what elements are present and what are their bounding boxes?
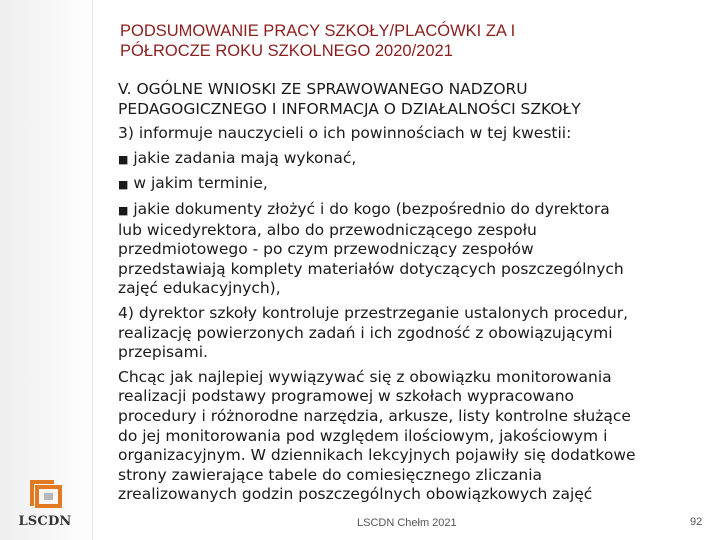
logo-text: LSCDN bbox=[18, 514, 72, 529]
bullet-text: w jakim terminie, bbox=[133, 174, 268, 193]
slide-title bbox=[120, 21, 680, 61]
bullet-first-line bbox=[118, 200, 698, 221]
square-bullet-icon: ■ bbox=[118, 203, 129, 217]
slide-title-line: PODSUMOWANIE PRACY SZKOŁY/PLACÓWKI ZA I bbox=[120, 22, 516, 40]
sidebar-divider bbox=[92, 0, 93, 540]
square-bullet-icon: ■ bbox=[118, 152, 129, 166]
bullet-text-line: zajęć edukacyjnych), bbox=[118, 279, 281, 298]
square-bullet-icon: ■ bbox=[118, 178, 129, 192]
closing-line: realizacji podstawy programowej w szkołach wypracowano bbox=[118, 387, 575, 406]
bullet-text: jakie zadania mają wykonać, bbox=[133, 148, 357, 167]
closing-line: procedury i różnorodne narzędzia, arkusze, listy kontrolne służące bbox=[118, 406, 631, 425]
item-3-text: 3) informuje nauczycieli o ich powinnościach w tej kwestii: bbox=[118, 124, 572, 143]
section-heading-line: V. OGÓLNE WNIOSKI ZE SPRAWOWANEGO NADZORU bbox=[118, 80, 528, 98]
item-4-line: 4) dyrektor szkoły kontroluje przestrzeganie ustalonych procedur, bbox=[118, 303, 629, 322]
slide-title-line: PÓŁROCZE ROKU SZKOLNEGO 2020/2021 bbox=[120, 42, 453, 60]
lscdn-logo bbox=[14, 474, 74, 534]
bullet-text-line: lub wicedyrektora, albo do przewodniczącego zespołu bbox=[118, 220, 537, 239]
slide-sidebar bbox=[0, 0, 92, 540]
slide-content bbox=[118, 80, 698, 510]
bullet-text: jakie dokumenty złożyć i do kogo (bezpośrednio do dyrektora bbox=[133, 199, 610, 218]
slide-footer: LSCDN Chełm 2021 bbox=[357, 517, 457, 529]
lscdn-logo-mark-icon bbox=[26, 476, 64, 510]
section-heading-line: PEDAGOGICZNEGO I INFORMACJA O DZIAŁALNOŚCI SZKOŁY bbox=[118, 99, 581, 118]
section-heading bbox=[118, 80, 698, 119]
closing-line: strony zawierające tabele do comiesięcznego zliczania bbox=[118, 465, 543, 484]
bullet-text-line: przedstawiają komplety materiałów dotyczących poszczególnych bbox=[118, 259, 624, 278]
closing-line: Chcąc jak najlepiej wywiązywać się z obowiązku monitorowania bbox=[118, 367, 612, 386]
item-4-line: realizację powierzonych zadań i ich zgodność z obowiązującymi bbox=[118, 323, 613, 342]
closing-paragraph bbox=[118, 368, 698, 505]
page-number: 92 bbox=[690, 516, 703, 528]
bullet-item bbox=[118, 200, 698, 299]
closing-line: do jej monitorowania pod względem ilościowym, jakościowym i bbox=[118, 426, 608, 445]
bullet-item bbox=[118, 149, 698, 170]
closing-line: zrealizowanych godzin poszczególnych obowiązkowych zajęć bbox=[118, 485, 593, 504]
item-4-line: przepisami. bbox=[118, 343, 208, 362]
bullet-item bbox=[118, 174, 698, 195]
item-4-text bbox=[118, 304, 698, 363]
bullet-text-line: przedmiotowego - po czym przewodniczący zespołów bbox=[118, 240, 534, 259]
closing-line: organizacyjnym. W dziennikach lekcyjnych pojawiły się dodatkowe bbox=[118, 446, 636, 465]
